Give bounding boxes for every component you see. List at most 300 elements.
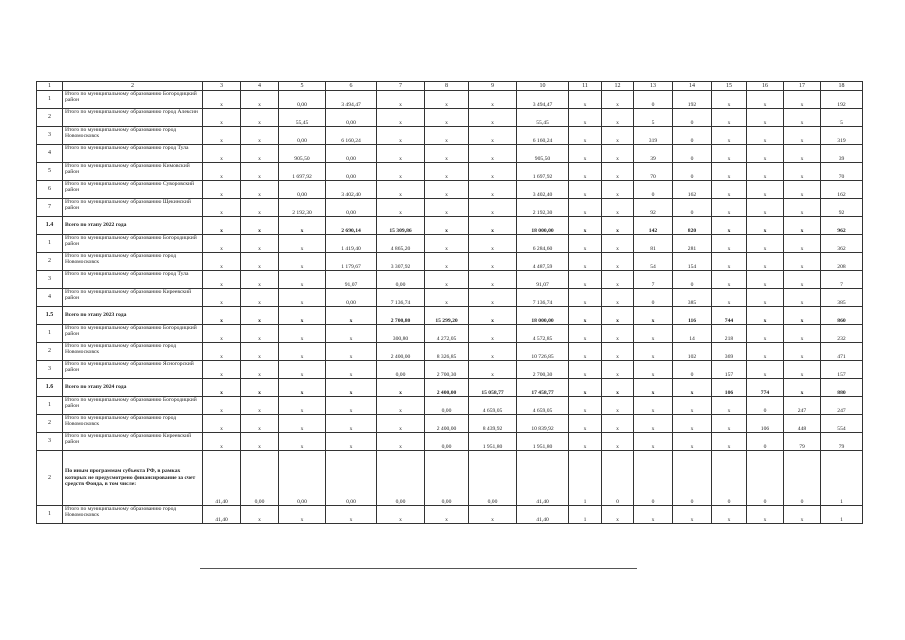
value-cell: х bbox=[602, 217, 634, 235]
value-cell: 91,07 bbox=[326, 271, 377, 289]
value-cell: х bbox=[241, 109, 279, 127]
value-cell: 860 bbox=[821, 307, 863, 325]
value-cell: 4 572,85 bbox=[517, 325, 569, 343]
value-cell: 0,00 bbox=[326, 163, 377, 181]
value-cell: х bbox=[469, 199, 517, 217]
value-cell: 192 bbox=[673, 91, 712, 109]
value-cell: х bbox=[326, 379, 377, 397]
value-cell: х bbox=[203, 199, 241, 217]
value-cell: 2 700,80 bbox=[377, 307, 425, 325]
row-name-cell: Всего по этапу 2023 года bbox=[63, 307, 203, 325]
value-cell: х bbox=[279, 217, 326, 235]
row-number-cell: 5 bbox=[37, 163, 63, 181]
value-cell: х bbox=[377, 181, 425, 199]
value-cell: 41,40 bbox=[203, 451, 241, 506]
value-cell: 1 951,80 bbox=[469, 433, 517, 451]
table-row bbox=[37, 109, 863, 127]
value-cell: х bbox=[469, 91, 517, 109]
value-cell: х bbox=[673, 433, 712, 451]
value-cell: 0,00 bbox=[425, 433, 469, 451]
value-cell: х bbox=[602, 289, 634, 307]
value-cell: 15 299,20 bbox=[425, 307, 469, 325]
value-cell: х bbox=[203, 415, 241, 433]
value-cell: х bbox=[279, 506, 326, 524]
table-row bbox=[37, 145, 863, 163]
row-number-cell: 3 bbox=[37, 127, 63, 145]
column-number-6: 6 bbox=[326, 82, 377, 91]
value-cell: 905,50 bbox=[279, 145, 326, 163]
value-cell: х bbox=[203, 289, 241, 307]
value-cell: х bbox=[634, 343, 673, 361]
value-cell: 0 bbox=[673, 163, 712, 181]
value-cell: 208 bbox=[821, 253, 863, 271]
value-cell: 0 bbox=[747, 451, 784, 506]
value-cell: х bbox=[784, 271, 821, 289]
value-cell: 0,00 bbox=[326, 109, 377, 127]
row-number-cell: 1 bbox=[37, 397, 63, 415]
value-cell: 300,80 bbox=[377, 325, 425, 343]
value-cell: х bbox=[425, 235, 469, 253]
value-cell: 92 bbox=[821, 199, 863, 217]
value-cell: 0 bbox=[634, 451, 673, 506]
value-cell: х bbox=[377, 199, 425, 217]
value-cell: х bbox=[784, 109, 821, 127]
value-cell: 0,00 bbox=[279, 127, 326, 145]
table-header-row bbox=[37, 82, 863, 91]
value-cell: х bbox=[784, 506, 821, 524]
value-cell: х bbox=[634, 506, 673, 524]
value-cell: х bbox=[203, 343, 241, 361]
value-cell: х bbox=[279, 253, 326, 271]
value-cell: х bbox=[784, 235, 821, 253]
value-cell: 0,00 bbox=[326, 145, 377, 163]
value-cell: х bbox=[241, 433, 279, 451]
value-cell: х bbox=[673, 415, 712, 433]
value-cell: х bbox=[747, 163, 784, 181]
value-cell: 1 bbox=[569, 506, 602, 524]
value-cell: х bbox=[569, 109, 602, 127]
value-cell: 4 659,05 bbox=[517, 397, 569, 415]
column-number-10: 10 bbox=[517, 82, 569, 91]
value-cell: 70 bbox=[821, 163, 863, 181]
value-cell: 369 bbox=[712, 343, 747, 361]
table-row bbox=[37, 91, 863, 109]
value-cell: 2 400,00 bbox=[377, 343, 425, 361]
table-row bbox=[37, 271, 863, 289]
row-number-cell: 3 bbox=[37, 433, 63, 451]
value-cell: х bbox=[747, 91, 784, 109]
value-cell: 6 284,60 bbox=[517, 235, 569, 253]
value-cell: 774 bbox=[747, 379, 784, 397]
value-cell: х bbox=[377, 506, 425, 524]
value-cell: х bbox=[469, 271, 517, 289]
value-cell: 905,50 bbox=[517, 145, 569, 163]
row-number-cell: 2 bbox=[37, 253, 63, 271]
value-cell: х bbox=[241, 361, 279, 379]
column-number-9: 9 bbox=[469, 82, 517, 91]
value-cell: х bbox=[241, 235, 279, 253]
row-number-cell: 3 bbox=[37, 361, 63, 379]
value-cell: 2 700,30 bbox=[425, 361, 469, 379]
row-name-cell: Итого по муниципальному образованию город Алексин bbox=[63, 109, 203, 127]
value-cell: х bbox=[326, 506, 377, 524]
value-cell: 10 839,92 bbox=[517, 415, 569, 433]
value-cell: х bbox=[241, 91, 279, 109]
value-cell: 1 bbox=[569, 451, 602, 506]
value-cell: х bbox=[469, 325, 517, 343]
value-cell: х bbox=[712, 506, 747, 524]
row-number-cell: 4 bbox=[37, 289, 63, 307]
table-row bbox=[37, 235, 863, 253]
value-cell: 319 bbox=[821, 127, 863, 145]
value-cell: х bbox=[569, 271, 602, 289]
value-cell: х bbox=[747, 307, 784, 325]
value-cell: х bbox=[377, 145, 425, 163]
value-cell: 92 bbox=[634, 199, 673, 217]
stage-total-row bbox=[37, 307, 863, 325]
value-cell: х bbox=[241, 271, 279, 289]
value-cell: 0,00 bbox=[241, 451, 279, 506]
value-cell: х bbox=[747, 145, 784, 163]
value-cell: х bbox=[747, 235, 784, 253]
value-cell: 0,00 bbox=[326, 451, 377, 506]
value-cell: 106 bbox=[712, 379, 747, 397]
value-cell: 7 136,74 bbox=[377, 289, 425, 307]
value-cell: х bbox=[569, 415, 602, 433]
row-number-cell: 1.6 bbox=[37, 379, 63, 397]
value-cell: 1 bbox=[821, 451, 863, 506]
row-name-cell: Итого по муниципальному образованию Кимовский район bbox=[63, 163, 203, 181]
value-cell: х bbox=[326, 397, 377, 415]
value-cell: 7 136,74 bbox=[517, 289, 569, 307]
value-cell: х bbox=[377, 415, 425, 433]
value-cell: 0,00 bbox=[377, 271, 425, 289]
value-cell: х bbox=[279, 271, 326, 289]
value-cell: 81 bbox=[634, 235, 673, 253]
value-cell: х bbox=[326, 415, 377, 433]
table-row bbox=[37, 289, 863, 307]
value-cell: 3 402,40 bbox=[326, 181, 377, 199]
value-cell: х bbox=[569, 127, 602, 145]
value-cell: 0 bbox=[747, 433, 784, 451]
value-cell: 0 bbox=[673, 199, 712, 217]
value-cell: х bbox=[425, 253, 469, 271]
value-cell: 281 bbox=[673, 235, 712, 253]
value-cell: х bbox=[469, 109, 517, 127]
column-number-5: 5 bbox=[279, 82, 326, 91]
value-cell: 247 bbox=[821, 397, 863, 415]
value-cell: 247 bbox=[784, 397, 821, 415]
value-cell: 55,45 bbox=[517, 109, 569, 127]
value-cell: 0 bbox=[673, 271, 712, 289]
value-cell: х bbox=[602, 127, 634, 145]
value-cell: х bbox=[425, 91, 469, 109]
value-cell: 14 bbox=[673, 325, 712, 343]
value-cell: х bbox=[784, 217, 821, 235]
value-cell: 39 bbox=[634, 145, 673, 163]
column-number-1: 1 bbox=[37, 82, 63, 91]
value-cell: х bbox=[377, 109, 425, 127]
value-cell: 106 bbox=[747, 415, 784, 433]
value-cell: 4 272,05 bbox=[425, 325, 469, 343]
report-table bbox=[36, 81, 863, 524]
value-cell: 1 697,92 bbox=[517, 163, 569, 181]
value-cell: х bbox=[747, 181, 784, 199]
value-cell: 162 bbox=[673, 181, 712, 199]
value-cell: 18 000,00 bbox=[517, 307, 569, 325]
footer-divider bbox=[200, 568, 637, 569]
value-cell: х bbox=[602, 253, 634, 271]
row-number-cell: 1 bbox=[37, 506, 63, 524]
value-cell: х bbox=[241, 325, 279, 343]
value-cell: х bbox=[203, 307, 241, 325]
value-cell: 39 bbox=[821, 145, 863, 163]
value-cell: х bbox=[712, 217, 747, 235]
value-cell: х bbox=[602, 145, 634, 163]
row-number-cell: 2 bbox=[37, 415, 63, 433]
value-cell: х bbox=[377, 433, 425, 451]
value-cell: 0,00 bbox=[425, 397, 469, 415]
value-cell: 471 bbox=[821, 343, 863, 361]
value-cell: х bbox=[241, 253, 279, 271]
value-cell: х bbox=[469, 343, 517, 361]
value-cell: х bbox=[569, 91, 602, 109]
row-name-cell: Итого по муниципальному образованию город Новомосковск bbox=[63, 506, 203, 524]
value-cell: х bbox=[569, 379, 602, 397]
value-cell: х bbox=[712, 91, 747, 109]
value-cell: х bbox=[784, 199, 821, 217]
column-number-16: 16 bbox=[747, 82, 784, 91]
value-cell: х bbox=[634, 325, 673, 343]
value-cell: 102 bbox=[673, 343, 712, 361]
value-cell: х bbox=[569, 397, 602, 415]
value-cell: х bbox=[279, 397, 326, 415]
value-cell: 54 bbox=[634, 253, 673, 271]
value-cell: х bbox=[784, 145, 821, 163]
value-cell: 2 690,14 bbox=[326, 217, 377, 235]
column-number-7: 7 bbox=[377, 82, 425, 91]
value-cell: х bbox=[634, 361, 673, 379]
value-cell: 157 bbox=[712, 361, 747, 379]
row-number-cell: 2 bbox=[37, 343, 63, 361]
value-cell: 0 bbox=[634, 181, 673, 199]
row-name-cell: Итого по муниципальному образованию Богородицкий район bbox=[63, 235, 203, 253]
value-cell: х bbox=[602, 235, 634, 253]
value-cell: 8 326,85 bbox=[425, 343, 469, 361]
value-cell: х bbox=[241, 163, 279, 181]
value-cell: х bbox=[602, 325, 634, 343]
value-cell: х bbox=[241, 397, 279, 415]
value-cell: х bbox=[203, 217, 241, 235]
value-cell: х bbox=[425, 271, 469, 289]
value-cell: х bbox=[469, 145, 517, 163]
value-cell: х bbox=[569, 199, 602, 217]
value-cell: х bbox=[326, 361, 377, 379]
value-cell: х bbox=[602, 506, 634, 524]
value-cell: х bbox=[747, 253, 784, 271]
value-cell: 41,40 bbox=[517, 506, 569, 524]
value-cell: х bbox=[425, 163, 469, 181]
value-cell: х bbox=[469, 307, 517, 325]
table-row bbox=[37, 163, 863, 181]
value-cell: х bbox=[241, 506, 279, 524]
row-name-cell: Итого по муниципальному образованию город Новомосковск bbox=[63, 253, 203, 271]
table-row bbox=[37, 253, 863, 271]
value-cell: х bbox=[425, 217, 469, 235]
value-cell: 91,07 bbox=[517, 271, 569, 289]
value-cell: 1 419,40 bbox=[326, 235, 377, 253]
column-number-2: 2 bbox=[63, 82, 203, 91]
row-number-cell: 2 bbox=[37, 451, 63, 506]
value-cell: 3 307,92 bbox=[377, 253, 425, 271]
value-cell: 385 bbox=[673, 289, 712, 307]
value-cell: 0,00 bbox=[279, 181, 326, 199]
value-cell: 18 000,00 bbox=[517, 217, 569, 235]
value-cell: х bbox=[279, 235, 326, 253]
value-cell: х bbox=[469, 361, 517, 379]
value-cell: 7 bbox=[821, 271, 863, 289]
value-cell: х bbox=[602, 343, 634, 361]
value-cell: 5 bbox=[634, 109, 673, 127]
row-number-cell: 3 bbox=[37, 271, 63, 289]
value-cell: х bbox=[569, 307, 602, 325]
value-cell: 448 bbox=[784, 415, 821, 433]
value-cell: х bbox=[602, 91, 634, 109]
value-cell: х bbox=[569, 181, 602, 199]
value-cell: х bbox=[241, 343, 279, 361]
value-cell: х bbox=[712, 145, 747, 163]
table-row bbox=[37, 325, 863, 343]
value-cell: х bbox=[784, 127, 821, 145]
value-cell: х bbox=[203, 325, 241, 343]
row-name-cell: Всего по этапу 2022 года bbox=[63, 217, 203, 235]
value-cell: х bbox=[784, 307, 821, 325]
value-cell: 6 160,24 bbox=[517, 127, 569, 145]
value-cell: 5 bbox=[821, 109, 863, 127]
value-cell: 142 bbox=[634, 217, 673, 235]
table-row bbox=[37, 397, 863, 415]
table-row bbox=[37, 127, 863, 145]
table-row bbox=[37, 361, 863, 379]
value-cell: х bbox=[241, 199, 279, 217]
value-cell: 0,00 bbox=[279, 91, 326, 109]
stage-total-row bbox=[37, 379, 863, 397]
value-cell: х bbox=[602, 109, 634, 127]
value-cell: х bbox=[203, 109, 241, 127]
value-cell: х bbox=[602, 199, 634, 217]
row-name-cell: Итого по муниципальному образованию Киреевский район bbox=[63, 433, 203, 451]
value-cell: х bbox=[712, 163, 747, 181]
value-cell: х bbox=[203, 397, 241, 415]
row-number-cell: 2 bbox=[37, 109, 63, 127]
value-cell: х bbox=[602, 307, 634, 325]
value-cell: х bbox=[747, 199, 784, 217]
value-cell: х bbox=[784, 379, 821, 397]
stage-total-row bbox=[37, 217, 863, 235]
value-cell: х bbox=[425, 181, 469, 199]
value-cell: х bbox=[747, 109, 784, 127]
value-cell: х bbox=[784, 163, 821, 181]
value-cell: х bbox=[673, 506, 712, 524]
value-cell: х bbox=[203, 163, 241, 181]
value-cell: х bbox=[326, 307, 377, 325]
value-cell: х bbox=[712, 271, 747, 289]
row-name-cell: Итого по муниципальному образованию Богородицкий район bbox=[63, 325, 203, 343]
column-number-17: 17 bbox=[784, 82, 821, 91]
value-cell: х bbox=[784, 289, 821, 307]
value-cell: 218 bbox=[712, 325, 747, 343]
value-cell: х bbox=[469, 506, 517, 524]
table-row bbox=[37, 343, 863, 361]
value-cell: х bbox=[203, 127, 241, 145]
value-cell: х bbox=[241, 217, 279, 235]
value-cell: 2 192,30 bbox=[517, 199, 569, 217]
value-cell: х bbox=[634, 307, 673, 325]
value-cell: х bbox=[784, 361, 821, 379]
value-cell: х bbox=[279, 361, 326, 379]
column-number-8: 8 bbox=[425, 82, 469, 91]
value-cell: х bbox=[326, 325, 377, 343]
value-cell: х bbox=[747, 325, 784, 343]
value-cell: 0 bbox=[673, 145, 712, 163]
value-cell: 0 bbox=[784, 451, 821, 506]
value-cell: 1 697,92 bbox=[279, 163, 326, 181]
value-cell: х bbox=[425, 109, 469, 127]
table-row bbox=[37, 181, 863, 199]
value-cell: 2 700,30 bbox=[517, 361, 569, 379]
value-cell: х bbox=[602, 379, 634, 397]
value-cell: х bbox=[203, 91, 241, 109]
value-cell: х bbox=[241, 127, 279, 145]
row-number-cell: 1 bbox=[37, 235, 63, 253]
value-cell: х bbox=[712, 289, 747, 307]
value-cell: 319 bbox=[634, 127, 673, 145]
value-cell: 1 bbox=[821, 506, 863, 524]
table-row bbox=[37, 433, 863, 451]
value-cell: 0,00 bbox=[326, 199, 377, 217]
value-cell: 744 bbox=[712, 307, 747, 325]
value-cell: х bbox=[712, 433, 747, 451]
value-cell: х bbox=[377, 91, 425, 109]
value-cell: х bbox=[784, 325, 821, 343]
value-cell: 116 bbox=[673, 307, 712, 325]
value-cell: х bbox=[326, 433, 377, 451]
row-name-cell: Итого по муниципальному образованию Киреевский район bbox=[63, 289, 203, 307]
column-number-18: 18 bbox=[821, 82, 863, 91]
value-cell: х bbox=[602, 271, 634, 289]
row-number-cell: 4 bbox=[37, 145, 63, 163]
column-number-15: 15 bbox=[712, 82, 747, 91]
value-cell: 0 bbox=[673, 451, 712, 506]
value-cell: х bbox=[469, 217, 517, 235]
value-cell: х bbox=[203, 271, 241, 289]
value-cell: 2 400,00 bbox=[425, 415, 469, 433]
value-cell: х bbox=[747, 289, 784, 307]
value-cell: х bbox=[712, 181, 747, 199]
value-cell: 79 bbox=[821, 433, 863, 451]
table-body bbox=[37, 82, 863, 524]
row-number-cell: 1 bbox=[37, 91, 63, 109]
value-cell: х bbox=[469, 127, 517, 145]
value-cell: х bbox=[241, 289, 279, 307]
value-cell: х bbox=[469, 289, 517, 307]
row-number-cell: 6 bbox=[37, 181, 63, 199]
value-cell: х bbox=[203, 253, 241, 271]
value-cell: х bbox=[602, 415, 634, 433]
column-number-14: 14 bbox=[673, 82, 712, 91]
value-cell: х bbox=[279, 379, 326, 397]
value-cell: х bbox=[241, 379, 279, 397]
